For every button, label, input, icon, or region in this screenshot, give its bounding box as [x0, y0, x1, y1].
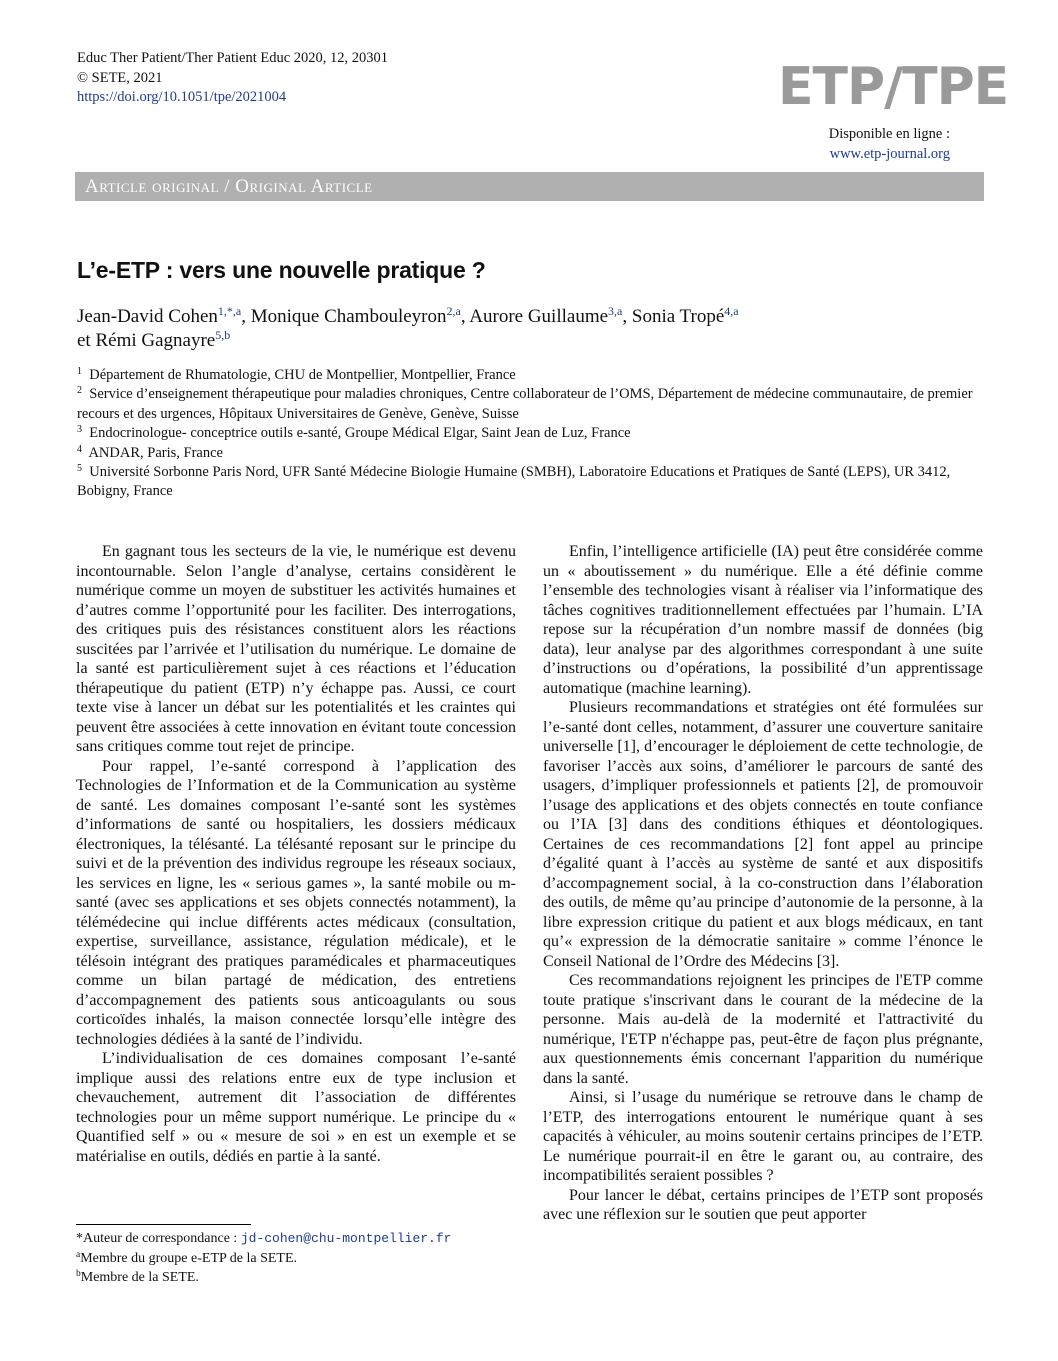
- journal-citation: Educ Ther Patient/Ther Patient Educ 2020, 12, 20301: [77, 50, 389, 66]
- available-label: Disponible en ligne :: [828, 126, 950, 142]
- website-link[interactable]: www.etp-journal.org: [829, 146, 950, 162]
- footnote-correspondence: *Auteur de correspondance : jd-cohen@chu-montpellier.fr: [76, 1231, 452, 1246]
- availability-block: [760, 124, 950, 164]
- paragraph: Plusieurs recommandations et stratégies ont été formulées sur l’e-santé dont celles, notamment, d’assurer une couverture sanitaire universelle [1], d’encourager le déploiement de cette technologie, de favoriser l’accès aux soins, d’améliorer le parcours de santé des usagers, d’impliquer professionnels et patients [2], de promouvoir l’usage des applications et des objets connectés en toute confiance ou l’IA [3] dans des conditions éthiques et déontologiques. Certaines de ces recommandations [2] font appel au principe d’égalité quant à l’accès au système de santé et aux dispositifs d’accompagnement social, à la co-construction dans l’élaboration des outils, de même qu’au principe d’autonomie de la personne, à la libre expression critique du patient et aux blogs médicaux, en tant qu’« expression de la démocratie sanitaire » comme l’énonce le Conseil National de l’Ordre des Médecins [3].: [543, 699, 983, 970]
- affiliation: $^1$ Département de Rhumatologie, CHU de Montpellier, Montpellier, France: [77, 366, 516, 383]
- author-marks[interactable]: 4,a: [724, 304, 739, 318]
- author-list: [77, 305, 977, 353]
- journal-logo: ETP/TPE: [778, 57, 1009, 117]
- footnote-divider: [76, 1224, 251, 1225]
- footnote-b: $^b$Membre de la SETE.: [76, 1269, 199, 1285]
- author: Jean-David Cohen$^{1,*,a}$,: [77, 304, 251, 327]
- author-marks[interactable]: 2,a: [446, 304, 461, 318]
- copyright: © SETE, 2021: [77, 69, 163, 86]
- author: Aurore Guillaume$^{3,a}$,: [469, 304, 632, 327]
- paragraph: Pour rappel, l’e-santé correspond à l’application des Technologies de l’Information et de la Communication au système de santé. Les domaines composant l’e-santé sont les systèmes d’informations de santé ou hospitaliers, les dossiers médicaux électroniques, la télésanté. La télésanté reposant sur le principe du suivi et de la prévention des individus regroupe les réseaux sociaux, les services en ligne, les « serious games », la santé mobile ou m-santé (avec ses applications et ses objets connectés notamment), la télémédecine qui inclue différents actes médicaux (consultation, expertise, surveillance, assistance, régulation médicale), et le télésoin intégrant des pratiques paramédicales et pharmaceutiques comme un bilan partagé de médication, des entretiens d’accompagnement des patients sous anticoagulants ou sous corticoïdes inhalés, la maison connectée lorsqu’elle intègre des technologies dédiées à la santé de l’individu.: [76, 757, 516, 1048]
- footnote-a: $^a$Membre du groupe e-ETP de la SETE.: [76, 1249, 298, 1266]
- affiliation: $^4$ ANDAR, Paris, France: [77, 443, 223, 461]
- article-type-label: Article original / Original Article: [85, 176, 373, 197]
- paragraph: Enfin, l’intelligence artificielle (IA) peut être considérée comme un « aboutissement » du numérique. Elle a été définie comme l’ensemble des technologies visant à réaliser via l’informatique des tâches cognitives traditionnellement effectuées par l’humain. L’IA repose sur la récupération d’un nombre massif de données (big data), leur analyse par des algorithmes correspondant à une suite d’instructions ou d’opérations, la possibilité d’un apprentissage automatique (machine learning).: [543, 543, 983, 697]
- paragraph: L’individualisation de ces domaines composant l’e-santé implique aussi des relations entre eux de type inclusion et chevauchement, autrement dit l’association de différentes technologies pour un même support numérique. Le principe du « Quantified self » ou « mesure de soi » en est un exemple et se matérialise en outils, dédiés en partie à la santé.: [76, 1050, 516, 1165]
- affiliation: $^5$ Université Sorbonne Paris Nord, UFR Santé Médecine Biologie Humaine (SMBH), Laboratoire Educations et Pratiques de Santé (LEPS), UR 3412, Bobigny, France: [77, 463, 951, 500]
- affiliation: $^2$ Service d’enseignement thérapeutique pour maladies chroniques, Centre collaborateur de l’OMS, Département de médecine communautaire, de premier recours et des urgences, Hôpitaux Universitaires de Genève, Genève, Suisse: [77, 385, 973, 422]
- paragraph: Pour lancer le débat, certains principes de l’ETP sont proposés avec une réflexion sur le soutien que peut apporter: [543, 1186, 983, 1223]
- author: Monique Chambouleyron$^{2,a}$,: [250, 304, 470, 327]
- author-marks[interactable]: 5,b: [215, 328, 231, 342]
- author: Sonia Tropé$^{4,a}$: [631, 304, 739, 327]
- body-column-left: [76, 542, 516, 1166]
- paragraph: Ainsi, si l’usage du numérique se retrouve dans le champ de l’ETP, des interrogations entourent le numérique quant à ses capacités à véhiculer, au moins soutenir certains principes de l’ETP. Le numérique pourrait-il en être le garant ou, au contraire, des incompatibilités seraient possibles ?: [543, 1089, 983, 1184]
- author: et Rémi Gagnayre$^{5,b}$: [77, 328, 231, 351]
- article-title: L’e-ETP : vers une nouvelle pratique ?: [77, 257, 486, 283]
- doi-link[interactable]: https://doi.org/10.1051/tpe/2021004: [77, 89, 287, 105]
- paragraph: Ces recommandations rejoignent les principes de l'ETP comme toute pratique s'inscrivant dans le courant de la médecine de la personne. Mais au-delà de la modernité et l'attractivité du numérique, l'ETP n'échappe pas, peut-être de façon plus prégnante, aux questionnements émis concernant l'apparition du numérique dans la santé.: [543, 972, 983, 1087]
- author-marks[interactable]: 1,*,a: [217, 304, 242, 318]
- article-type-band: [75, 172, 984, 201]
- correspondence-email-link[interactable]: jd-cohen@chu-montpellier.fr: [240, 1231, 452, 1246]
- author-marks[interactable]: 3,a: [608, 304, 623, 318]
- affiliation-list: [77, 366, 983, 502]
- affiliation: $^3$ Endocrinologue- conceptrice outils e-santé, Groupe Médical Elgar, Saint Jean de Luz, France: [77, 424, 631, 442]
- journal-header: [77, 49, 388, 108]
- paragraph: En gagnant tous les secteurs de la vie, le numérique est devenu incontournable. Selon l’angle d’analyse, certains considèrent le numérique comme un moyen de substituer les activités humaines et d’autres comme l’opportunité pour les faciliter. Des interrogations, des critiques puis des résistances constituent alors les réactions suscitées par l’arrivée et l’utilisation du numérique. Le domaine de la santé est particulièrement sujet à ces réactions et l’éducation thérapeutique du patient (ETP) n’y échappe pas. Aussi, ce court texte vise à lancer un débat sur les potentialités et les craintes qui peuvent être associées à cette innovation en évitant toute concession sans critiques comme tout rejet de principe.: [76, 543, 516, 755]
- footnotes: [76, 1229, 451, 1288]
- body-column-right: [543, 542, 983, 1225]
